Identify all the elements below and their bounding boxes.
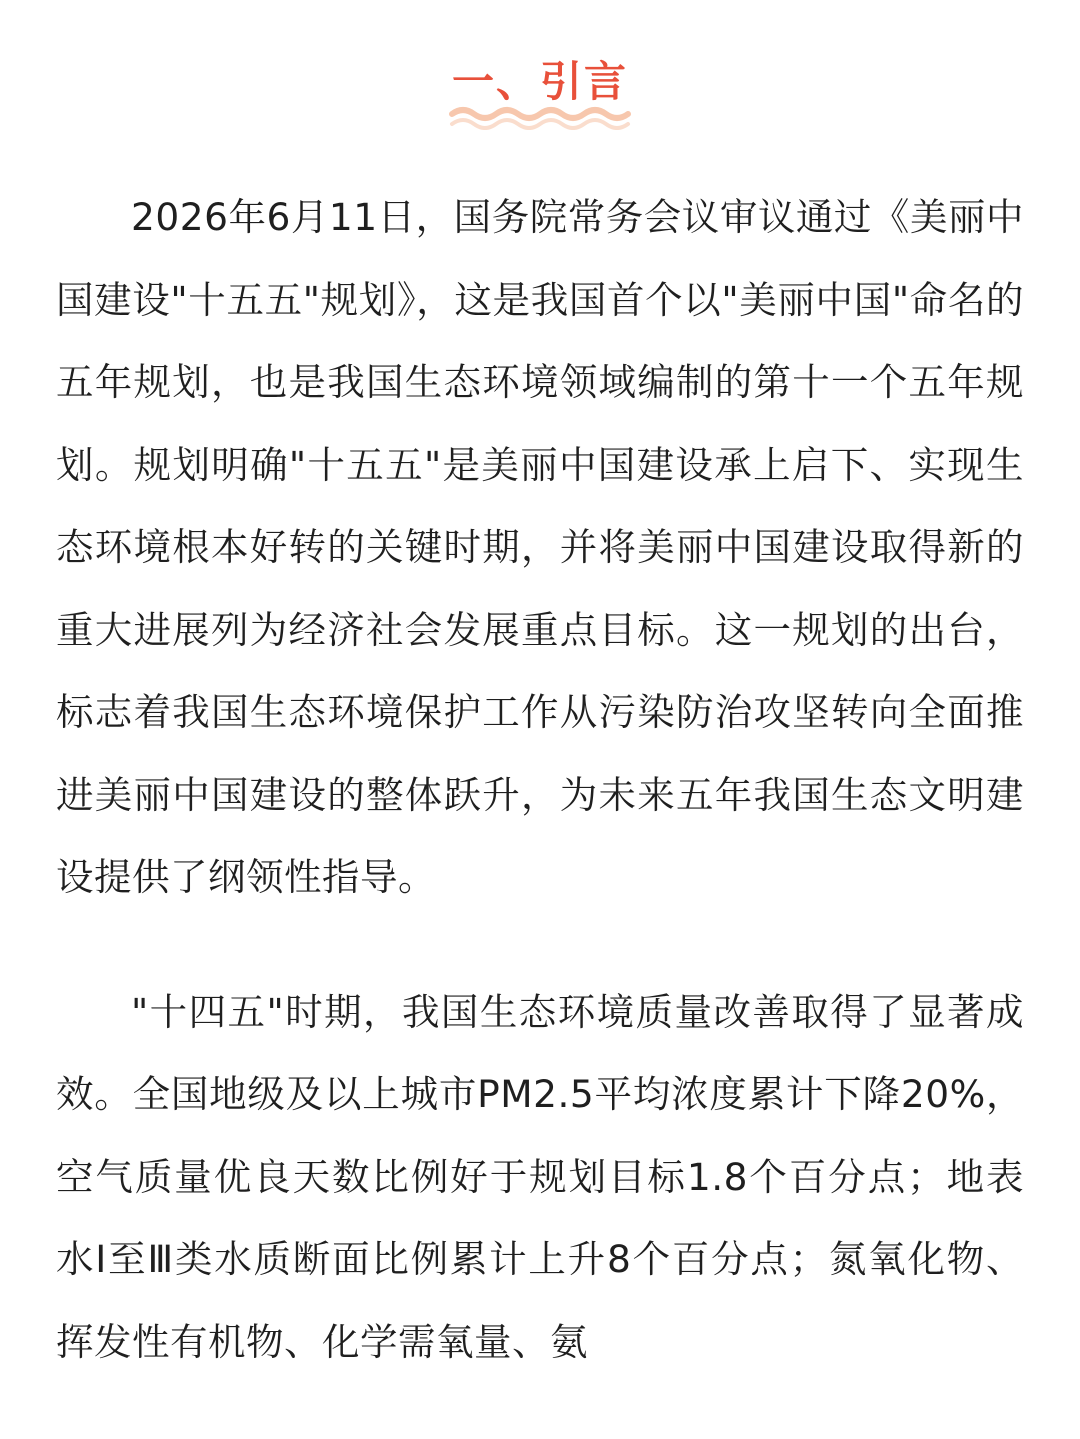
article-body xyxy=(56,176,1024,1383)
paragraph: "十四五"时期，我国生态环境质量改善取得了显著成效。全国地级及以上城市PM2.5平均浓度累计下降20%，空气质量优良天数比例好于规划目标1.8个百分点；地表水Ⅰ至Ⅲ类水质断面比例累计上升8个百分点；氮氧化物、挥发性有机物、化学需氧量、氨 xyxy=(56,989,1024,1364)
paragraph: 2026年6月11日，国务院常务会议审议通过《美丽中国建设"十五五"规划》，这是我国首个以"美丽中国"命名的五年规划，也是我国生态环境领域编制的第十一个五年规划。规划明确"十五五"是美丽中国建设承上启下、实现生态环境根本好转的关键时期，并将美丽中国建设取得新的重大进展列为经济社会发展重点目标。这一规划的出台，标志着我国生态环境保护工作从污染防治攻坚转向全面推进美丽中国建设的整体跃升，为未来五年我国生态文明建设提供了纲领性指导。 xyxy=(56,195,1024,899)
section-header xyxy=(0,52,1080,112)
wave-underline-icon xyxy=(448,104,632,130)
section-title: 一、引言 xyxy=(451,57,628,106)
